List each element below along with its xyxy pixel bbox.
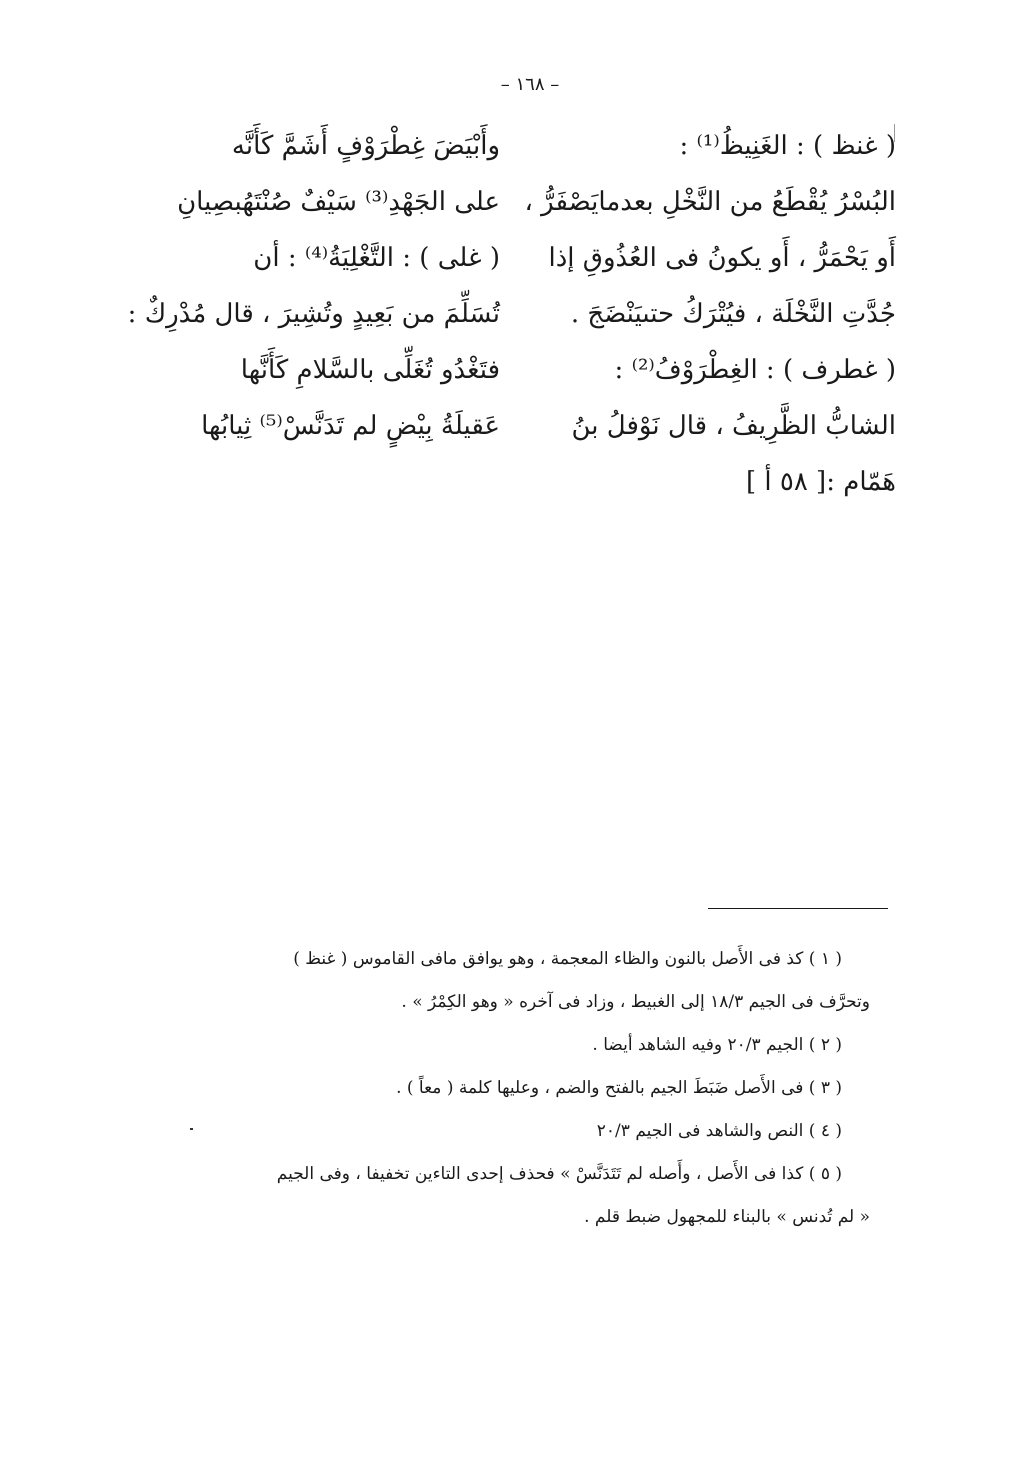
ink-speck	[190, 1128, 193, 1130]
left-column-line: ( غلى ) : التَّغْلِيَةُ⁽⁴⁾ : أن	[253, 243, 500, 273]
left-column-line: وأَبْيَضَ غِطْرَوْفٍ أَشَمَّ كَأَنَّه	[231, 131, 500, 161]
footnote-line: « لم تُدنس » بالبناء للمجهول ضبط قلم .	[584, 1207, 870, 1227]
right-column	[524, 118, 896, 510]
right-column-line: الشابُّ الظَّرِيفُ ، قال نَوْفلُ بنُ	[571, 411, 896, 441]
right-column-line: هَمّام :[ ٥٨ أ ]	[745, 467, 896, 497]
right-column-line: أَو يَحْمَرُّ ، أَو يكونُ فى العُذُوقِ إذا	[548, 243, 896, 273]
footnote-line: وتحرَّف فى الجيم ١٨/٣ إلى الغبيط ، وزاد فى آخره « وهو الكِمْرُ » .	[401, 992, 870, 1012]
page-number: – ١٦٨ –	[500, 74, 560, 95]
left-column-line: تُسَلِّمَ من بَعِيدٍ وتُشِيرَ ، قال مُدْرِكٌ :	[127, 299, 500, 329]
right-column-line: البُسْرُ يُقْطَعُ من النَّخْلِ بعدمايَصْفَرُّ ،	[524, 187, 896, 217]
footnote-divider	[708, 908, 888, 909]
footnote-line: ( ٥ ) كذا فى الأَصل ، وأَصله لم تَتَدَنَّسْ » فحذف إحدى التاءين تخفيفا ، وفى الجيم	[276, 1164, 842, 1184]
right-column-line: جُدَّتِ النَّخْلَة ، فيُتْرَكُ حتىيَنْضَجَ .	[570, 299, 896, 329]
left-column-line: فتَغْدُو تُغَلِّى بالسَّلامِ كَأَنَّها	[240, 355, 500, 385]
footnote-line: ( ١ ) كذ فى الأَصل بالنون والظاء المعجمة ، وهو يوافق مافى القاموس ( غنظ )	[293, 949, 842, 969]
right-column-line: ( غنظ ) : الغَنِيظُ⁽¹⁾ :	[679, 131, 896, 161]
footnote-line: ( ٣ ) فى الأَصل ضَبَطَ الجيم بالفتح والضم ، وعليها كلمة ( معاً ) .	[396, 1078, 842, 1098]
footnotes	[130, 938, 870, 1239]
left-column-line: عَقيلَةُ بِيْضٍ لم تَدَنَّسْ⁽⁵⁾ ثِيابُها	[201, 411, 500, 441]
footnote-line: ( ٤ ) النص والشاهد فى الجيم ٢٠/٣	[596, 1121, 842, 1141]
footnote-line: ( ٢ ) الجيم ٢٠/٣ وفيه الشاهد أيضا .	[592, 1035, 842, 1055]
right-column-line: ( غطرف ) : الغِطْرَوْفُ⁽²⁾ :	[614, 355, 896, 385]
left-column-line: على الجَهْدِ⁽³⁾ سَيْفٌ صُنْتَهُبصِيانِ	[177, 187, 500, 217]
left-column	[127, 118, 500, 454]
